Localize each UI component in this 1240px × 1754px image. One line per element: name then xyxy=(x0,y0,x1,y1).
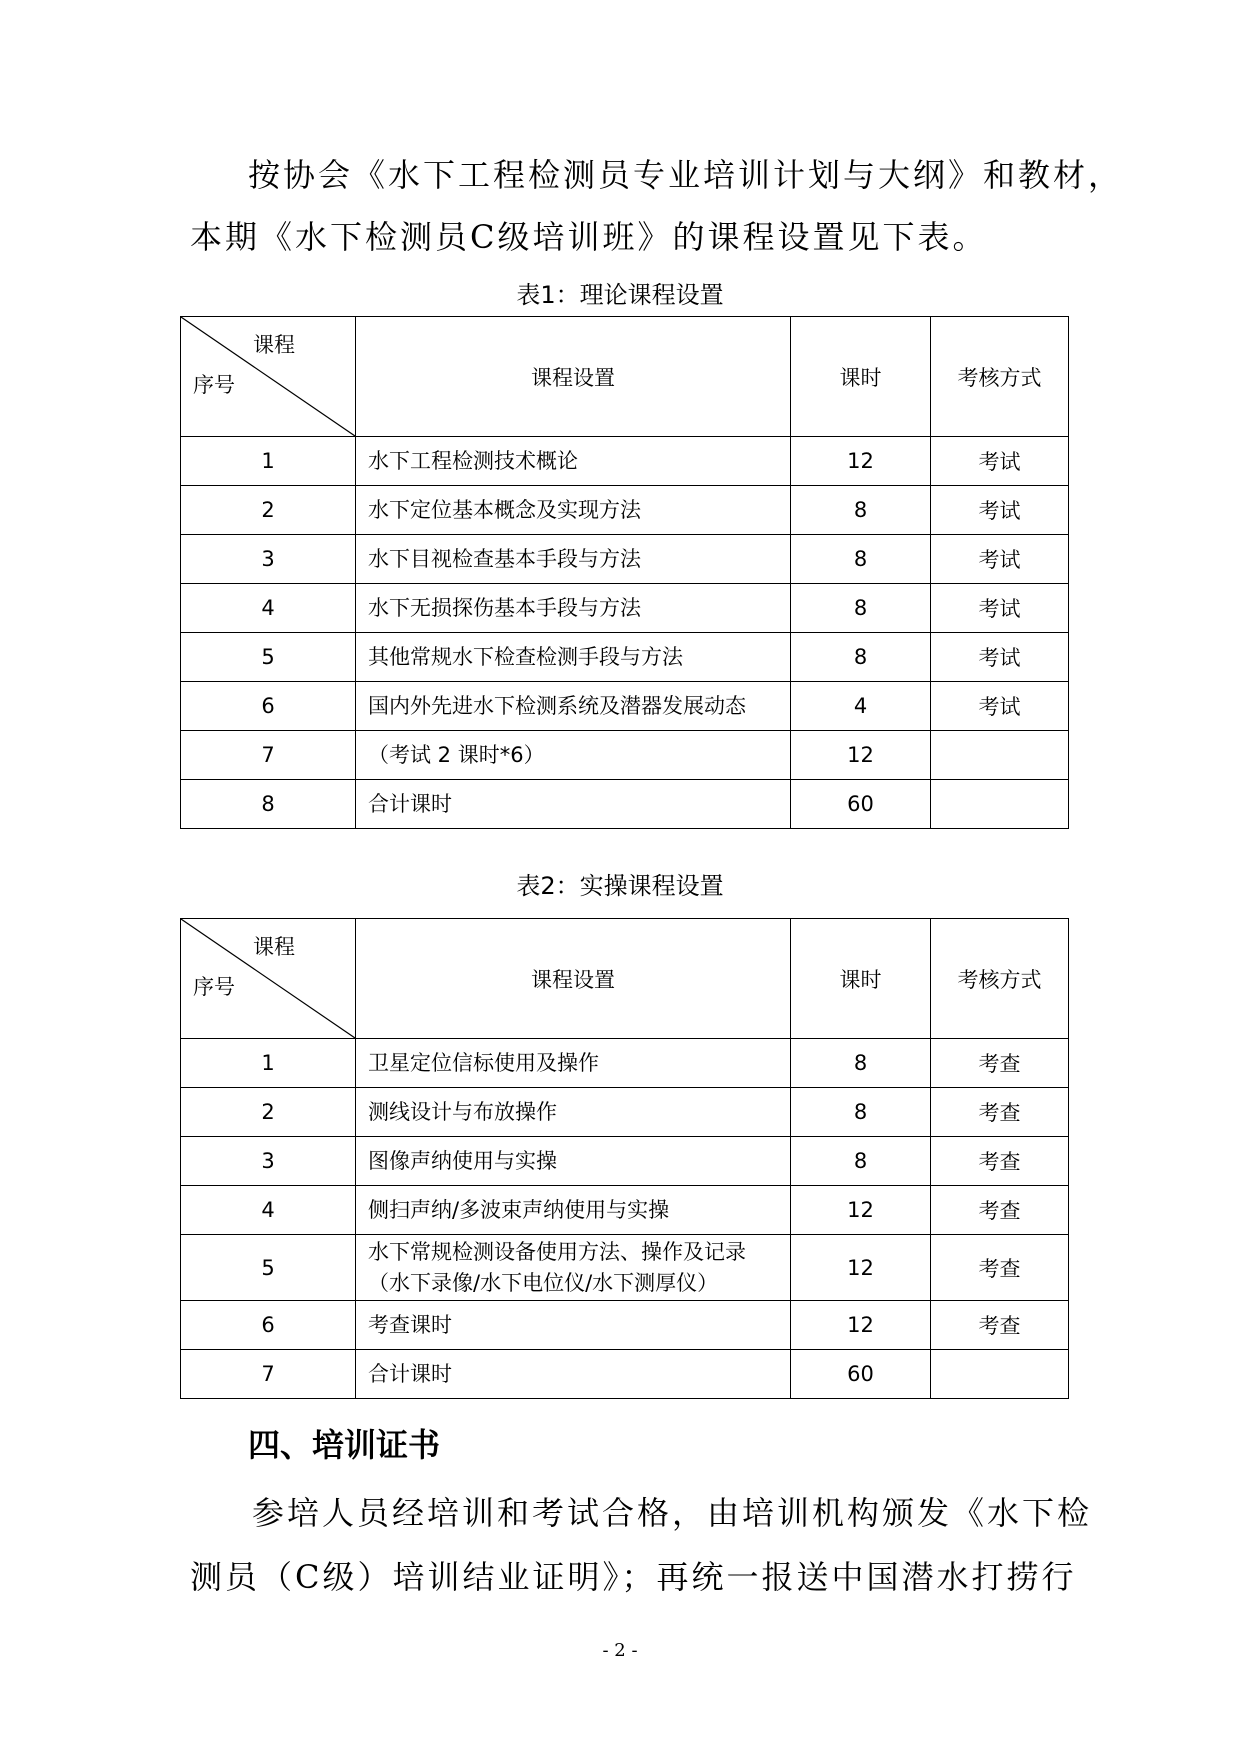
header-course-setting: 课程设置 xyxy=(356,919,791,1039)
section-line-2: 测员（C级）培训结业证明》；再统一报送中国潜水打捞行 xyxy=(190,1558,1077,1596)
row-number: 2 xyxy=(181,486,356,535)
header-hours: 课时 xyxy=(791,919,931,1039)
row-assessment: 考查 xyxy=(931,1186,1069,1235)
row-hours: 4 xyxy=(791,682,931,731)
intro-line-2: 本期《水下检测员C级培训班》的课程设置见下表。 xyxy=(190,218,988,256)
diagonal-header-cell xyxy=(181,919,356,1039)
row-number: 7 xyxy=(181,1350,356,1399)
row-assessment: 考试 xyxy=(931,486,1069,535)
row-course: 侧扫声纳/多波束声纳使用与实操 xyxy=(356,1186,791,1235)
row-hours: 12 xyxy=(791,731,931,780)
row-number: 6 xyxy=(181,1301,356,1350)
row-hours: 8 xyxy=(791,1137,931,1186)
row-hours: 8 xyxy=(791,535,931,584)
table1-caption: 表1：理论课程设置 xyxy=(516,281,724,309)
row-course: 其他常规水下检查检测手段与方法 xyxy=(356,633,791,682)
row-hours: 12 xyxy=(791,1186,931,1235)
row-hours: 12 xyxy=(791,1301,931,1350)
row-number: 1 xyxy=(181,437,356,486)
row-hours: 12 xyxy=(791,1235,931,1301)
row-assessment: 考查 xyxy=(931,1039,1069,1088)
header-number-label: 序号 xyxy=(193,373,235,397)
table-row xyxy=(181,1301,1069,1350)
header-course-setting: 课程设置 xyxy=(356,317,791,437)
table-header-row xyxy=(181,919,1069,1039)
table-row xyxy=(181,780,1069,829)
header-course-label: 课程 xyxy=(253,333,295,357)
row-number: 3 xyxy=(181,1137,356,1186)
table-row xyxy=(181,437,1069,486)
row-course: 测线设计与布放操作 xyxy=(356,1088,791,1137)
row-assessment: 考试 xyxy=(931,437,1069,486)
table-row xyxy=(181,1088,1069,1137)
row-course: 水下常规检测设备使用方法、操作及记录 xyxy=(368,1239,746,1264)
row-assessment: 考查 xyxy=(931,1137,1069,1186)
row-number: 5 xyxy=(181,1235,356,1301)
row-course: 考查课时 xyxy=(356,1301,791,1350)
row-course: 水下目视检查基本手段与方法 xyxy=(356,535,791,584)
row-hours: 8 xyxy=(791,486,931,535)
row-assessment: 考试 xyxy=(931,584,1069,633)
row-course: 国内外先进水下检测系统及潜器发展动态 xyxy=(356,682,791,731)
row-assessment: 考查 xyxy=(931,1301,1069,1350)
row-assessment xyxy=(931,1350,1069,1399)
row-assessment: 考试 xyxy=(931,535,1069,584)
table-row xyxy=(181,486,1069,535)
row-course: 水下无损探伤基本手段与方法 xyxy=(356,584,791,633)
theory-course-table xyxy=(180,316,1069,829)
row-assessment xyxy=(931,731,1069,780)
row-hours: 60 xyxy=(791,1350,931,1399)
row-number: 1 xyxy=(181,1039,356,1088)
row-number: 2 xyxy=(181,1088,356,1137)
row-number: 4 xyxy=(181,1186,356,1235)
row-course: 合计课时 xyxy=(356,780,791,829)
row-course: 合计课时 xyxy=(356,1350,791,1399)
row-assessment xyxy=(931,780,1069,829)
section-heading: 四、培训证书 xyxy=(248,1426,441,1464)
table-row xyxy=(181,731,1069,780)
row-number: 6 xyxy=(181,682,356,731)
header-assessment: 考核方式 xyxy=(931,919,1069,1039)
table-row xyxy=(181,1186,1069,1235)
row-assessment: 考查 xyxy=(931,1235,1069,1301)
header-course-label: 课程 xyxy=(253,935,295,959)
table-row xyxy=(181,535,1069,584)
header-assessment: 考核方式 xyxy=(931,317,1069,437)
table-row xyxy=(181,1039,1069,1088)
table-row xyxy=(181,584,1069,633)
row-course: 水下定位基本概念及实现方法 xyxy=(356,486,791,535)
table-row xyxy=(181,1235,1069,1301)
header-number-label: 序号 xyxy=(193,975,235,999)
row-number: 5 xyxy=(181,633,356,682)
row-course: 水下工程检测技术概论 xyxy=(356,437,791,486)
row-hours: 12 xyxy=(791,437,931,486)
row-course-detail: （水下录像/水下电位仪/水下测厚仪） xyxy=(368,1270,719,1295)
row-course: （考试 2 课时*6） xyxy=(356,731,791,780)
table-row xyxy=(181,633,1069,682)
row-hours: 60 xyxy=(791,780,931,829)
row-number: 7 xyxy=(181,731,356,780)
row-hours: 8 xyxy=(791,1039,931,1088)
page-number: - 2 - xyxy=(602,1640,638,1661)
practical-course-table xyxy=(180,918,1069,1399)
row-hours: 8 xyxy=(791,1088,931,1137)
row-assessment: 考试 xyxy=(931,682,1069,731)
row-number: 3 xyxy=(181,535,356,584)
row-course-cell xyxy=(356,1235,791,1301)
diagonal-header-cell xyxy=(181,317,356,437)
header-hours: 课时 xyxy=(791,317,931,437)
table2-caption: 表2：实操课程设置 xyxy=(516,872,724,900)
intro-line-1: 按协会《水下工程检测员专业培训计划与大纲》和教材， xyxy=(248,156,1124,194)
table-row xyxy=(181,682,1069,731)
row-number: 8 xyxy=(181,780,356,829)
row-number: 4 xyxy=(181,584,356,633)
row-course: 图像声纳使用与实操 xyxy=(356,1137,791,1186)
row-course: 卫星定位信标使用及操作 xyxy=(356,1039,791,1088)
table-row xyxy=(181,1350,1069,1399)
row-hours: 8 xyxy=(791,584,931,633)
row-assessment: 考试 xyxy=(931,633,1069,682)
table-header-row xyxy=(181,317,1069,437)
section-line-1: 参培人员经培训和考试合格，由培训机构颁发《水下检 xyxy=(252,1494,1093,1532)
row-assessment: 考查 xyxy=(931,1088,1069,1137)
table-row xyxy=(181,1137,1069,1186)
row-hours: 8 xyxy=(791,633,931,682)
